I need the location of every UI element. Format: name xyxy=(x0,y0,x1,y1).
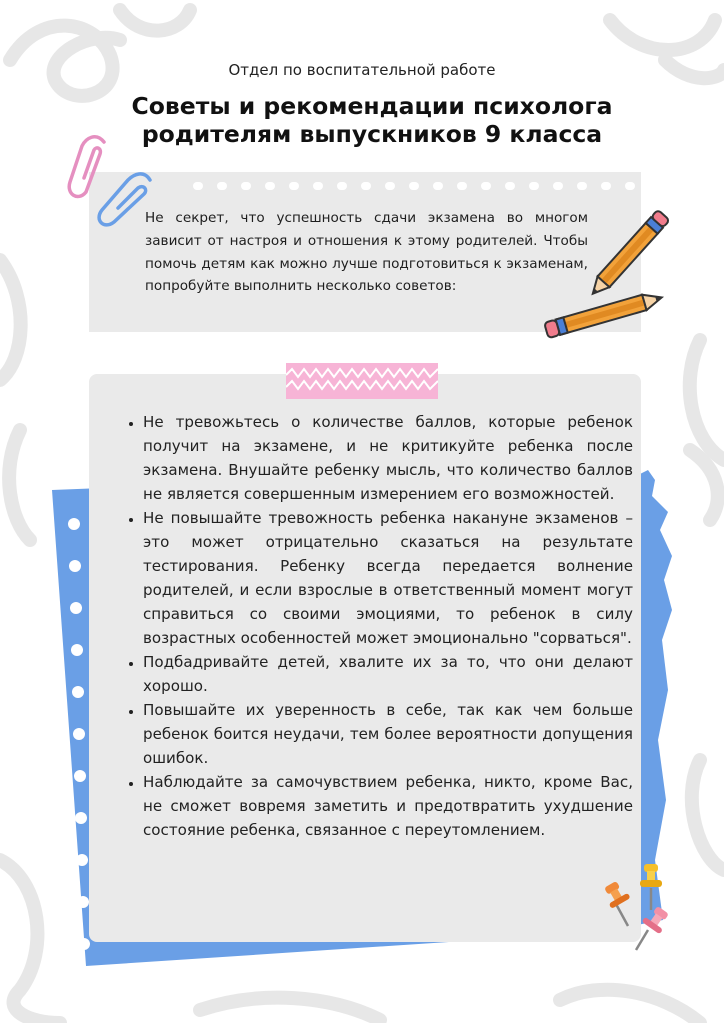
title-line-2: родителям выпускников 9 класса xyxy=(141,120,603,148)
intro-text: Не секрет, что успешность сдачи экзамена во многом зависит от настроя и отношения к этому родителей. Чтобы помочь детям как можно лучше подготовиться к экзаменам, попробуйте выполнить несколько советов: xyxy=(145,210,588,295)
pushpin-icon xyxy=(630,906,674,954)
tip-item: • Повышайте их уверенность в себе, так как чем больше ребенок боится неудачи, тем более вероятности допущения ошибок. xyxy=(143,698,633,770)
tip-item: • Не тревожьтесь о количестве баллов, которые ребенок получит на экзамене, и не критикуйте ребенка после экзамена. Внушайте ребенку мысль, что количество баллов не является совершенным измерением его возможностей. xyxy=(143,410,633,506)
tip-item: • Не повышайте тревожность ребенка накануне экзаменов – это может отрицательно сказаться на результате тестирования. Ребенку всегда передается волнение родителей, и если взрослые в ответственный момент могут справиться со своими эмоциями, то ребенок в силу возрастных особенностей может эмоционально "сорваться". xyxy=(143,506,633,650)
pushpin-icon xyxy=(634,862,666,912)
washi-tape xyxy=(286,363,438,399)
department-name: Отдел по воспитательной работе xyxy=(228,61,496,79)
title-line-1: Советы и рекомендации психолога xyxy=(131,92,613,120)
tip-item: • Подбадривайте детей, хвалите их за то, что они делают хорошо. xyxy=(143,650,633,698)
tip-item: • Наблюдайте за самочувствием ребенка, никто, кроме Вас, не сможет вовремя заметить и предотвратить ухудшение состояние ребенка, связанное с переутомлением. xyxy=(143,770,633,842)
tips-list xyxy=(120,410,633,842)
